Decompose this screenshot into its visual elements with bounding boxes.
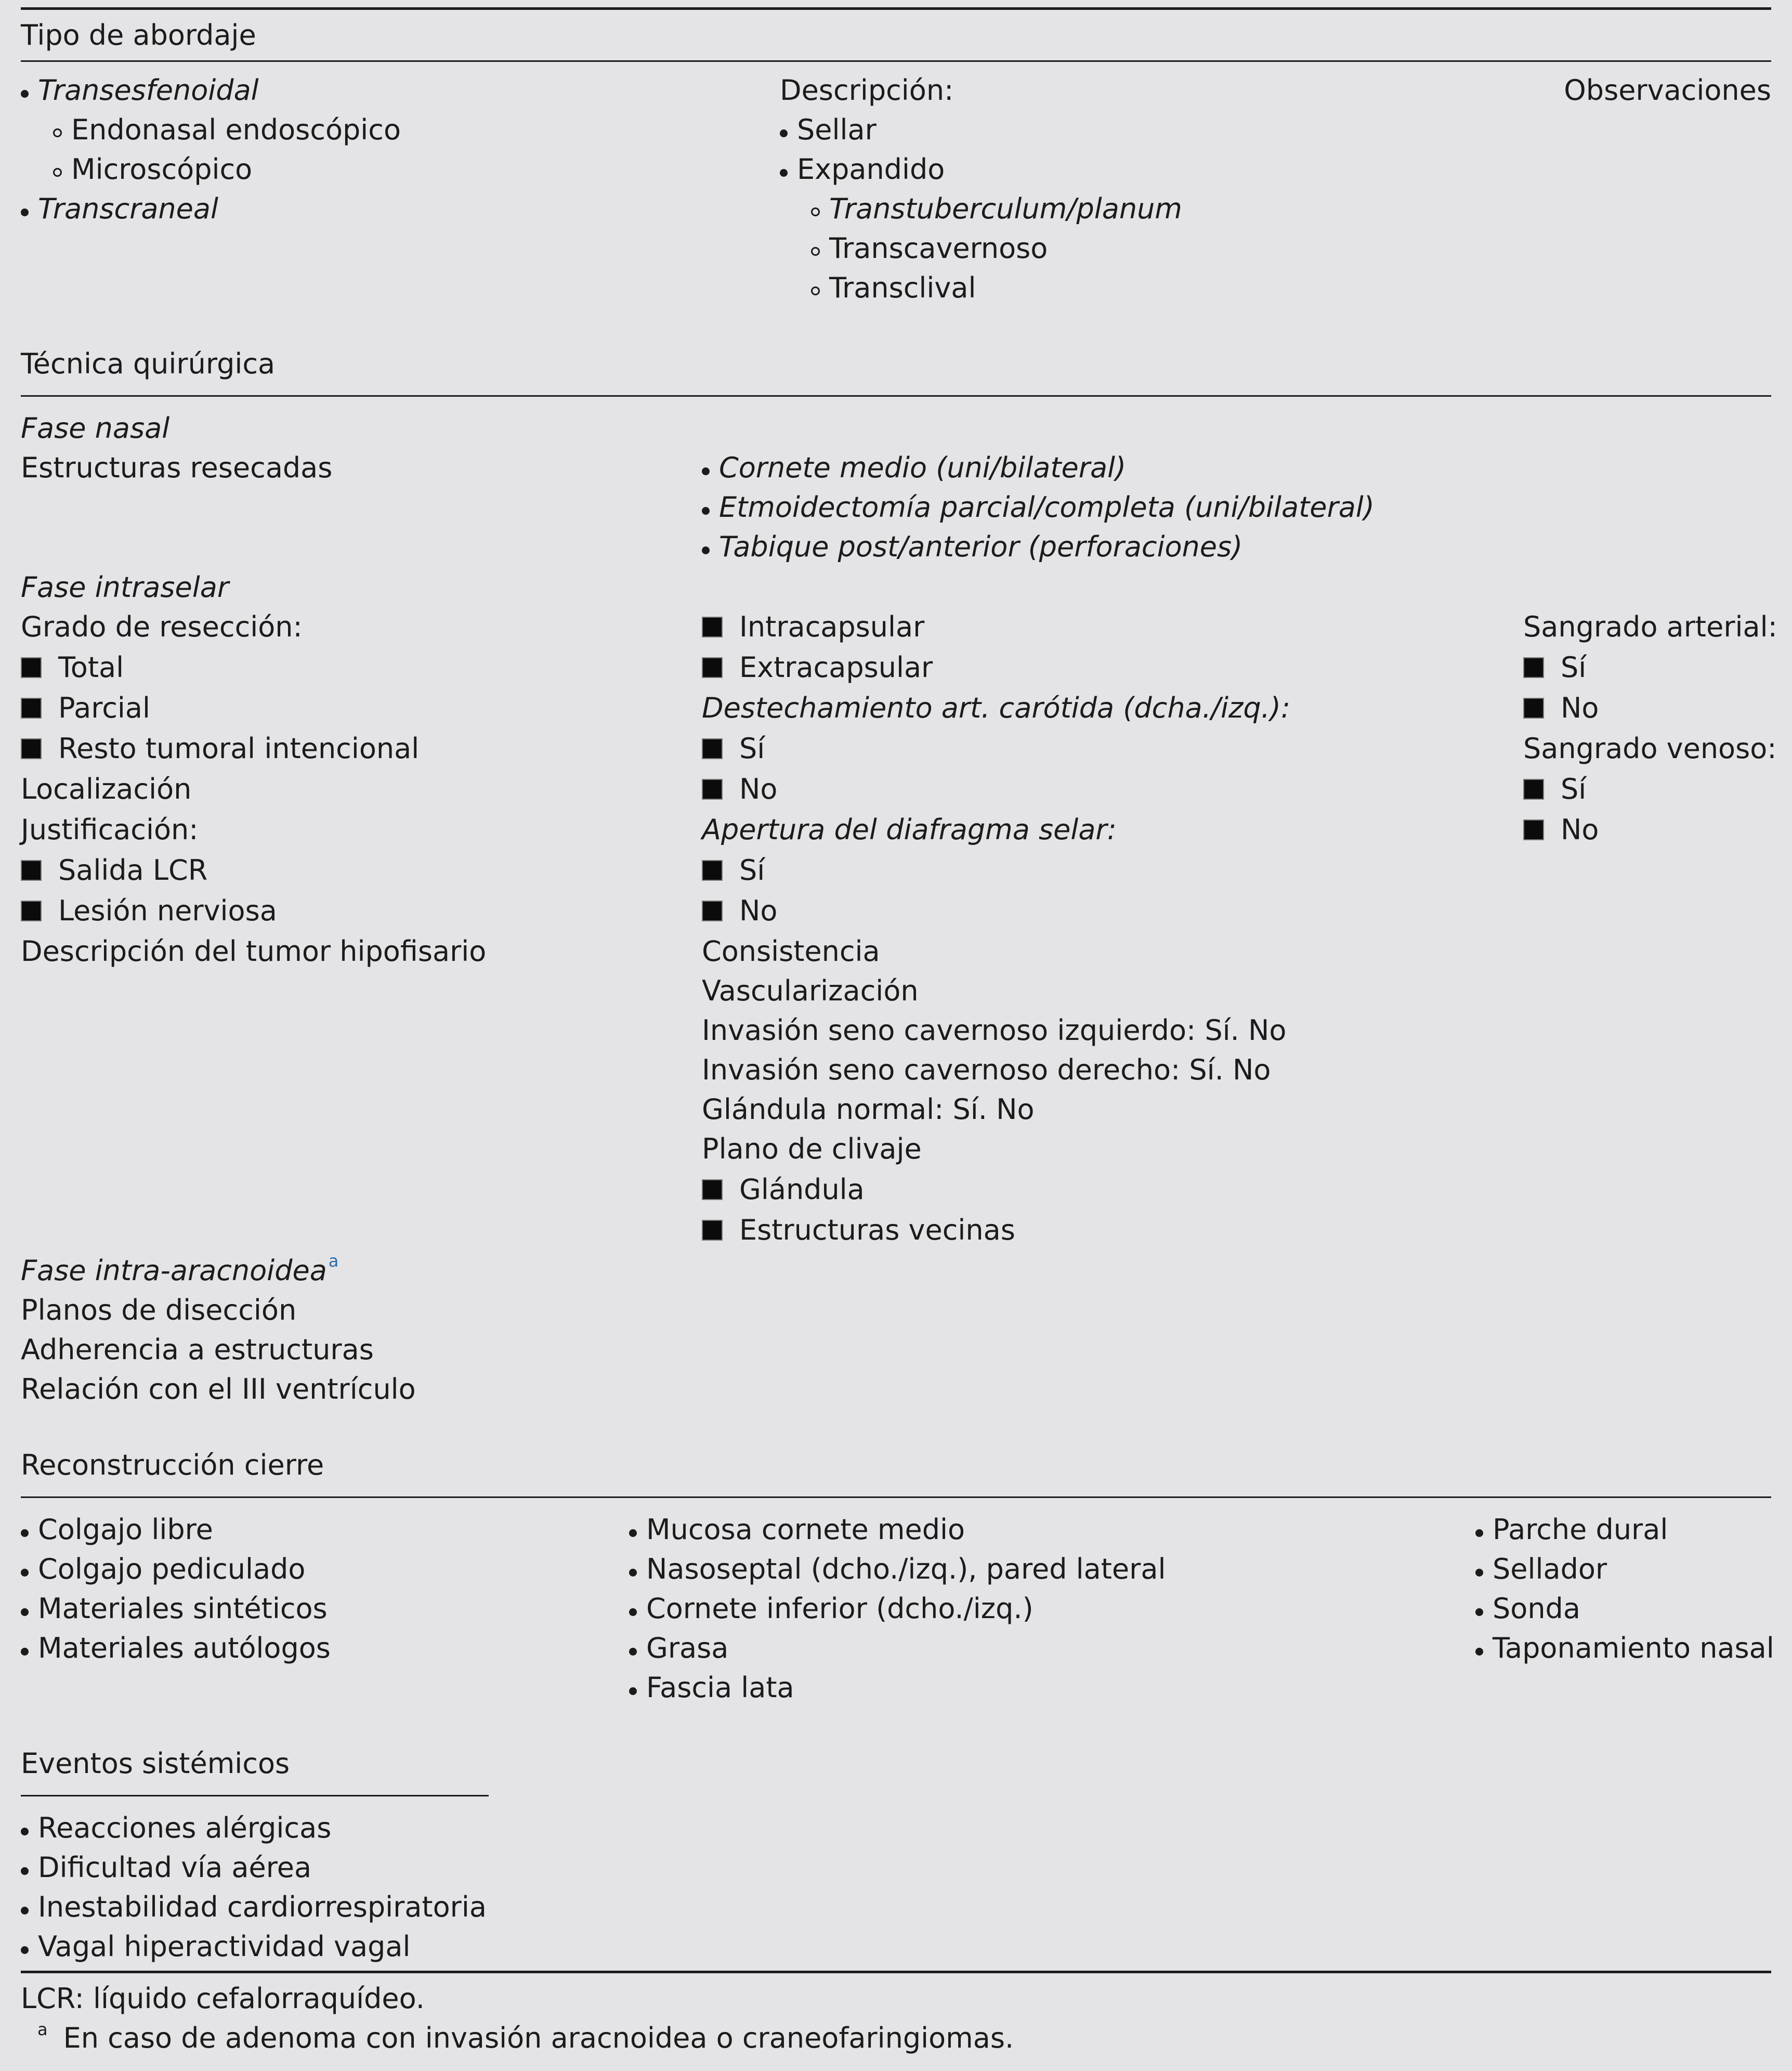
item-label: Colgajo pediculado bbox=[38, 1553, 306, 1585]
bullet-icon bbox=[1475, 1569, 1483, 1577]
glandula-normal-label: Glándula normal: Sí. No bbox=[702, 1093, 1035, 1126]
bullet-icon bbox=[629, 1608, 637, 1616]
checkbox-item bbox=[702, 607, 924, 647]
checkbox-icon bbox=[21, 901, 42, 921]
item-label: Extracapsular bbox=[739, 651, 933, 684]
item-label: Mucosa cornete medio bbox=[646, 1513, 965, 1546]
consistencia-label: Consistencia bbox=[702, 935, 880, 968]
list-item bbox=[780, 150, 945, 189]
list-item bbox=[1475, 1589, 1580, 1629]
item-label: Transcraneal bbox=[38, 192, 218, 225]
list-item bbox=[21, 1927, 410, 1966]
bottom-rule bbox=[21, 1971, 1771, 1973]
divider bbox=[21, 395, 1771, 397]
checkbox-icon bbox=[702, 738, 723, 759]
item-label: Estructuras vecinas bbox=[739, 1214, 1015, 1246]
item-label: Colgajo libre bbox=[38, 1513, 213, 1546]
list-item bbox=[780, 110, 877, 150]
item-label: Intracapsular bbox=[739, 610, 925, 643]
item-label: Reacciones alérgicas bbox=[38, 1812, 332, 1844]
item-label: Cornete medio (uni/bilateral) bbox=[719, 451, 1127, 484]
checkbox-icon bbox=[702, 657, 723, 678]
checkbox-icon bbox=[702, 779, 723, 800]
bullet-icon bbox=[21, 1648, 29, 1656]
descripcion-tumor-label: Descripción del tumor hipofisario bbox=[21, 935, 487, 968]
item-label: Dificultad vía aérea bbox=[38, 1851, 312, 1884]
list-item bbox=[629, 1629, 728, 1668]
item-label: Sí bbox=[1561, 773, 1587, 805]
list-item bbox=[53, 150, 252, 189]
bullet-icon bbox=[21, 209, 29, 216]
list-item bbox=[21, 1549, 305, 1589]
adherencia-label: Adherencia a estructuras bbox=[21, 1333, 374, 1366]
item-label: No bbox=[739, 773, 778, 805]
footnote-marker[interactable]: a bbox=[328, 1251, 339, 1271]
item-label: Nasoseptal (dcho./izq.), pared lateral bbox=[646, 1553, 1166, 1585]
footnote-text: En caso de adenoma con invasión aracnoidea o craneofaringiomas. bbox=[63, 2022, 1014, 2054]
bullet-icon bbox=[1475, 1529, 1483, 1537]
list-item bbox=[21, 1629, 331, 1668]
section-title-tecnica: Técnica quirúrgica bbox=[21, 347, 276, 380]
list-item bbox=[53, 110, 401, 150]
apertura-label: Apertura del diafragma selar: bbox=[702, 813, 1117, 846]
checkbox-item bbox=[21, 851, 207, 890]
checkbox-icon bbox=[21, 860, 42, 881]
item-label: Transtuberculum/planum bbox=[829, 192, 1182, 225]
item-label: No bbox=[1561, 813, 1599, 846]
title-text: Fase intra-aracnoidea bbox=[21, 1254, 327, 1287]
list-item bbox=[811, 189, 1182, 229]
list-item bbox=[702, 488, 1375, 527]
list-item bbox=[21, 71, 259, 110]
checkbox-item bbox=[1523, 810, 1599, 850]
item-label: Sí bbox=[1561, 651, 1587, 684]
checkbox-item bbox=[702, 1210, 1015, 1250]
item-label: Materiales autólogos bbox=[38, 1632, 331, 1664]
list-item bbox=[21, 1887, 487, 1927]
checkbox-icon bbox=[1523, 657, 1544, 678]
list-item bbox=[1475, 1510, 1668, 1549]
bullet-icon bbox=[702, 546, 710, 554]
item-label: Sellador bbox=[1493, 1553, 1607, 1585]
fase-intraselar-title: Fase intraselar bbox=[21, 571, 229, 604]
item-label: Endonasal endoscópico bbox=[71, 113, 401, 146]
item-label: Fascia lata bbox=[646, 1671, 794, 1704]
checkbox-item bbox=[21, 648, 124, 687]
checkbox-item bbox=[1523, 648, 1586, 687]
checkbox-icon bbox=[1523, 819, 1544, 840]
checkbox-icon bbox=[21, 657, 42, 678]
bullet-icon bbox=[780, 129, 788, 137]
list-item bbox=[811, 268, 976, 308]
item-label: Salida LCR bbox=[58, 854, 208, 887]
item-label: Etmoidectomía parcial/completa (uni/bilateral) bbox=[719, 491, 1375, 524]
item-label: Sí bbox=[739, 732, 765, 765]
item-label: Total bbox=[58, 651, 124, 684]
checkbox-item bbox=[21, 688, 150, 728]
divider bbox=[21, 60, 1771, 62]
checkbox-icon bbox=[1523, 779, 1544, 800]
checkbox-item bbox=[702, 729, 765, 769]
list-item bbox=[629, 1668, 794, 1708]
list-item bbox=[1475, 1549, 1607, 1589]
item-label: Parcial bbox=[58, 692, 151, 724]
justificacion-label: Justificación: bbox=[21, 813, 199, 846]
bullet-icon bbox=[629, 1648, 637, 1656]
item-label: Sellar bbox=[797, 113, 877, 146]
estructuras-resecadas: Estructuras resecadas bbox=[21, 451, 333, 484]
invasion-izq-label: Invasión seno cavernoso izquierdo: Sí. No bbox=[702, 1014, 1287, 1047]
circle-bullet-icon bbox=[811, 247, 820, 256]
checkbox-icon bbox=[1523, 698, 1544, 719]
bullet-icon bbox=[21, 1608, 29, 1616]
checkbox-item bbox=[1523, 688, 1599, 728]
list-item bbox=[629, 1510, 965, 1549]
checkbox-icon bbox=[21, 738, 42, 759]
checkbox-item bbox=[702, 851, 765, 890]
fase-nasal-title: Fase nasal bbox=[21, 412, 170, 445]
footnote-marker: a bbox=[37, 2020, 48, 2039]
item-label: Grasa bbox=[646, 1632, 729, 1664]
item-label: No bbox=[739, 894, 778, 927]
circle-bullet-icon bbox=[811, 286, 820, 295]
item-label: Resto tumoral intencional bbox=[58, 732, 420, 765]
list-item bbox=[1475, 1629, 1774, 1668]
list-item bbox=[811, 229, 1048, 268]
footnote-a bbox=[37, 2018, 1014, 2058]
bullet-icon bbox=[21, 1529, 29, 1537]
invasion-der-label: Invasión seno cavernoso derecho: Sí. No bbox=[702, 1053, 1271, 1086]
plano-clivaje-label: Plano de clivaje bbox=[702, 1132, 922, 1165]
list-item bbox=[21, 1808, 331, 1848]
item-label: Taponamiento nasal bbox=[1493, 1632, 1774, 1664]
circle-bullet-icon bbox=[53, 168, 62, 177]
list-item bbox=[21, 1589, 328, 1629]
observaciones-label: Observaciones bbox=[1564, 74, 1771, 107]
item-label: Sí bbox=[739, 854, 765, 887]
checkbox-icon bbox=[702, 901, 723, 921]
list-item bbox=[21, 1848, 311, 1887]
bullet-icon bbox=[21, 1569, 29, 1577]
item-label: Transclival bbox=[829, 271, 976, 304]
bullet-icon bbox=[702, 507, 710, 515]
item-label: Sonda bbox=[1493, 1592, 1580, 1625]
fase-aracnoidea-title bbox=[21, 1251, 338, 1291]
localizacion-label: Localización bbox=[21, 773, 192, 805]
section-title-abordaje: Tipo de abordaje bbox=[21, 19, 256, 51]
list-item bbox=[21, 189, 218, 229]
checkbox-item bbox=[702, 770, 777, 809]
checkbox-icon bbox=[21, 698, 42, 719]
divider bbox=[21, 1496, 1771, 1498]
bullet-icon bbox=[21, 1907, 29, 1914]
item-label: Inestabilidad cardiorrespiratoria bbox=[38, 1891, 487, 1923]
relacion-label: Relación con el III ventrículo bbox=[21, 1373, 416, 1405]
checkbox-item bbox=[702, 1170, 865, 1209]
checkbox-icon bbox=[702, 1179, 723, 1200]
bullet-icon bbox=[21, 90, 29, 98]
vascularizacion-label: Vascularización bbox=[702, 974, 919, 1007]
bullet-icon bbox=[21, 1946, 29, 1954]
checkbox-item bbox=[21, 729, 419, 769]
bullet-icon bbox=[629, 1687, 637, 1695]
circle-bullet-icon bbox=[53, 128, 62, 137]
item-label: Transesfenoidal bbox=[38, 74, 259, 107]
list-item bbox=[702, 527, 1242, 567]
bullet-icon bbox=[780, 169, 788, 177]
item-label: Glándula bbox=[739, 1173, 865, 1206]
checkbox-icon bbox=[702, 860, 723, 881]
footnote-lcr: LCR: líquido cefalorraquídeo. bbox=[21, 1982, 425, 2015]
checkbox-icon bbox=[702, 1220, 723, 1241]
item-label: Microscópico bbox=[71, 153, 253, 186]
sangrado-arterial-label: Sangrado arterial: bbox=[1523, 610, 1777, 643]
item-label: Cornete inferior (dcho./izq.) bbox=[646, 1592, 1034, 1625]
planos-diseccion-label: Planos de disección bbox=[21, 1294, 297, 1326]
list-item bbox=[629, 1549, 1166, 1589]
bullet-icon bbox=[21, 1867, 29, 1875]
descripcion-label: Descripción: bbox=[780, 74, 954, 107]
item-label: Transcavernoso bbox=[829, 232, 1048, 265]
checkbox-item bbox=[1523, 770, 1586, 809]
list-item bbox=[702, 448, 1126, 488]
list-item bbox=[21, 1510, 213, 1549]
item-label: Lesión nerviosa bbox=[58, 894, 277, 927]
bullet-icon bbox=[629, 1569, 637, 1577]
section-title-reconstruccion: Reconstrucción cierre bbox=[21, 1449, 324, 1481]
top-rule bbox=[21, 7, 1771, 10]
destechamiento-label: Destechamiento art. carótida (dcha./izq.): bbox=[702, 692, 1291, 724]
bullet-icon bbox=[21, 1828, 29, 1835]
bullet-icon bbox=[629, 1529, 637, 1537]
list-item bbox=[629, 1589, 1034, 1629]
item-label: Expandido bbox=[797, 153, 945, 186]
item-label: No bbox=[1561, 692, 1599, 724]
divider bbox=[21, 1795, 489, 1796]
checkbox-item bbox=[21, 891, 277, 931]
circle-bullet-icon bbox=[811, 207, 820, 216]
bullet-icon bbox=[1475, 1608, 1483, 1616]
bullet-icon bbox=[702, 467, 710, 475]
checkbox-item bbox=[702, 648, 933, 687]
bullet-icon bbox=[1475, 1648, 1483, 1656]
section-title-eventos: Eventos sistémicos bbox=[21, 1747, 290, 1780]
item-label: Tabique post/anterior (perforaciones) bbox=[719, 530, 1243, 563]
checkbox-icon bbox=[702, 617, 723, 637]
checkbox-item bbox=[702, 891, 777, 931]
grado-reseccion-label: Grado de resección: bbox=[21, 610, 303, 643]
item-label: Parche dural bbox=[1493, 1513, 1668, 1546]
sangrado-venoso-label: Sangrado venoso: bbox=[1523, 732, 1777, 765]
item-label: Vagal hiperactividad vagal bbox=[38, 1930, 411, 1963]
item-label: Materiales sintéticos bbox=[38, 1592, 328, 1625]
